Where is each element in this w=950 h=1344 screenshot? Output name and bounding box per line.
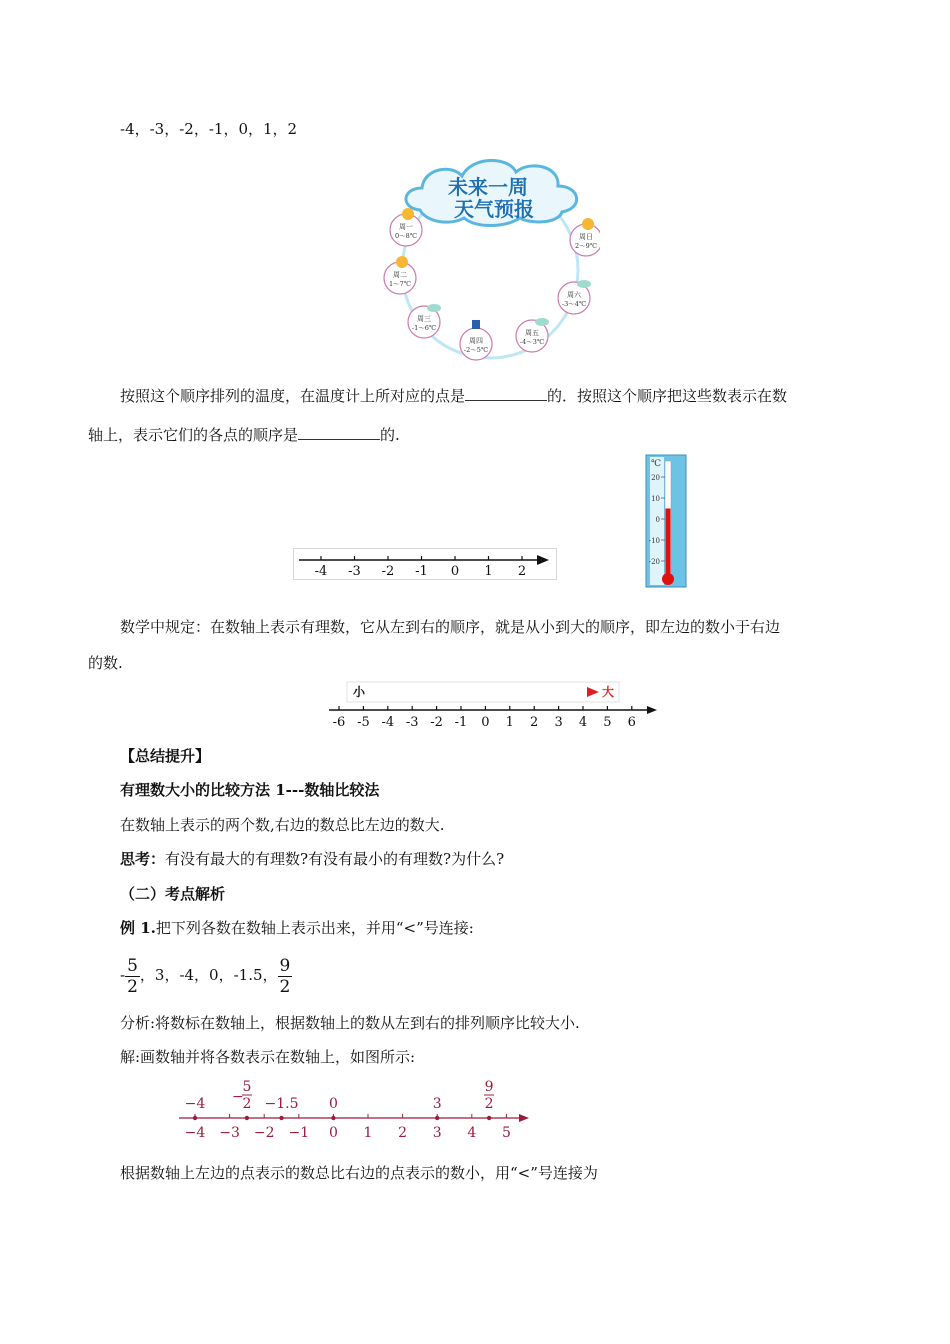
axis-tick-label: −3 [219,1125,240,1141]
weather-day-label: 周日 [579,233,593,241]
thermometer-mercury [666,509,671,580]
mark-label: 0 [328,1096,338,1112]
axis-point [487,1116,491,1120]
weather-day-temp: -3～4℃ [561,300,587,308]
mark-numerator: 5 [242,1079,252,1095]
example-1: 例 1.把下列各数在数轴上表示出来，并用“<”号连接: [120,919,474,937]
axis-tick-label: 0 [481,715,490,730]
axis-tick-label: −2 [253,1125,275,1141]
forecast-title-line2: 天气预报 [454,197,534,221]
weather-day-label: 周三 [417,315,431,323]
number-list: - $\frac{5}{2}$ ，3，-4，0，-1.5， $\frac{9}{2}$ [120,955,291,997]
cloud-icon [535,318,549,326]
mark-label: −4 [184,1096,206,1112]
weather-day-label: 周四 [469,337,483,345]
thermometer-tick-label: 20 [651,474,660,482]
thermometer-tick-label: -20 [648,558,660,566]
answer-blank-1 [465,386,547,401]
think-label: 思考： [120,850,166,868]
forecast-title-line1: 未来一周 [448,175,528,199]
axis-arrow-icon [519,1114,529,1122]
weather-day-temp: 2～9℃ [574,242,598,250]
axis-tick-label: -3 [405,715,419,730]
axis-tick-label: −4 [184,1125,206,1141]
thermometer-tick-label: 0 [655,516,660,524]
para2-line1: 数学中规定：在数轴上表示有理数，它从左到右的顺序，就是从小到大的顺序，即左边的数小于右边 [120,618,781,636]
axis-tick-label: -6 [332,715,346,730]
weather-day-label: 周五 [525,329,539,337]
cloud-icon [427,304,441,312]
number-line-2 [325,680,663,730]
weather-day-label: 周一 [399,223,413,231]
weather-forecast-figure [380,150,600,362]
mark-denominator: 2 [242,1096,252,1112]
para1-line1: 按照这个顺序排列的温度，在温度计上所对应的点是 的．按照这个顺序把这些数表示在数 [120,387,788,405]
weather-day-temp: 0～8℃ [394,232,418,240]
sun-icon [582,218,594,230]
weather-day-temp: -4～3℃ [519,338,545,346]
axis-tick-label: 6 [627,715,636,730]
solution-text: 解:画数轴并将各数表示在数轴上，如图所示: [120,1048,416,1066]
axis-tick-label: -2 [430,715,443,730]
axis-point [279,1116,283,1120]
mark-numerator: 9 [484,1079,494,1095]
method-text: 在数轴上表示的两个数,右边的数总比左边的数大. [120,816,445,834]
number-line-1 [293,548,557,580]
analysis-text: 分析:将数标在数轴上，根据数轴上的数从左到右的排列顺序比较大小. [120,1014,580,1032]
axis-tick-label: -1 [415,564,428,579]
thermometer-tick-label: 10 [651,495,660,503]
method-title: 有理数大小的比较方法 1---数轴比较法 [120,781,380,799]
axis-tick-label: 0 [450,564,460,579]
axis-tick-label: 2 [398,1125,408,1141]
axis-tick-label: -4 [314,564,328,579]
axis-tick-label: 4 [578,715,588,730]
think-question: 思考：有没有最大的有理数?有没有最小的有理数?为什么? [120,850,505,868]
cloud-icon [577,280,591,288]
weather-day-label: 周六 [567,291,581,299]
axis-tick-label: 5 [501,1125,511,1141]
weather-day-label: 周二 [393,271,407,279]
axis-tick-label: 1 [484,564,493,579]
axis-tick-label: 3 [432,1125,442,1141]
axis-point [193,1116,197,1120]
red-arrow-icon [587,687,599,697]
thermometer-figure [644,453,688,589]
example-label: 例 1. [120,919,156,937]
section-heading: （二）考点解析 [120,885,226,903]
axis-tick-label: 1 [363,1125,373,1141]
weather-day-temp: -1～6℃ [411,324,437,332]
axis-point [435,1116,439,1120]
fraction-five-halves: $\frac{5}{2}$ [127,955,138,997]
rain-icon [472,320,480,329]
axis-tick-label: 2 [530,715,539,730]
sun-icon [402,208,414,220]
axis-tick-label: -3 [348,564,361,579]
axis-tick-label: −1 [288,1125,310,1141]
axis-tick-label: -5 [357,715,370,730]
axis-tick-label: 5 [603,715,612,730]
weather-day-temp: -2～5℃ [463,346,489,354]
mark-sign: − [232,1089,244,1105]
axis-tick-label: 0 [328,1125,338,1141]
axis-tick-label: 3 [554,715,563,730]
mark-label: −1.5 [264,1096,299,1112]
intro-sequence: -4，-3，-2，-1，0，1，2 [120,120,298,138]
axis-point [331,1116,335,1120]
summary-heading: 【总结提升】 [120,747,211,765]
thermometer-unit: ℃ [651,459,662,469]
answer-blank-2 [298,425,380,440]
fraction-nine-halves: $\frac{9}{2}$ [279,955,291,997]
axis-tick-label: -2 [381,564,395,579]
number-line-3 [175,1075,535,1145]
thermometer-tick-label: -10 [648,537,660,545]
axis-arrow-icon [647,706,657,714]
mark-denominator: 2 [484,1096,494,1112]
axis-tick-label: 2 [517,564,527,579]
thermometer-bulb [662,573,674,585]
para2-line2: 的数. [88,654,123,672]
axis-tick-label: -1 [454,715,468,730]
axis-tick-label: 4 [467,1125,477,1141]
axis-tick-label: 1 [505,715,514,730]
conclusion-text: 根据数轴上左边的点表示的数总比右边的点表示的数小，用“<”号连接为 [120,1164,598,1182]
big-label: 大 [602,685,615,699]
small-label: 小 [353,685,366,699]
para1-line2: 轴上，表示它们的各点的顺序是 的. [88,426,400,444]
axis-point [245,1116,249,1120]
mark-label: 3 [432,1096,442,1112]
weather-day-temp: 1～7℃ [388,280,412,288]
sun-icon [396,256,408,268]
axis-tick-label: -4 [381,715,395,730]
